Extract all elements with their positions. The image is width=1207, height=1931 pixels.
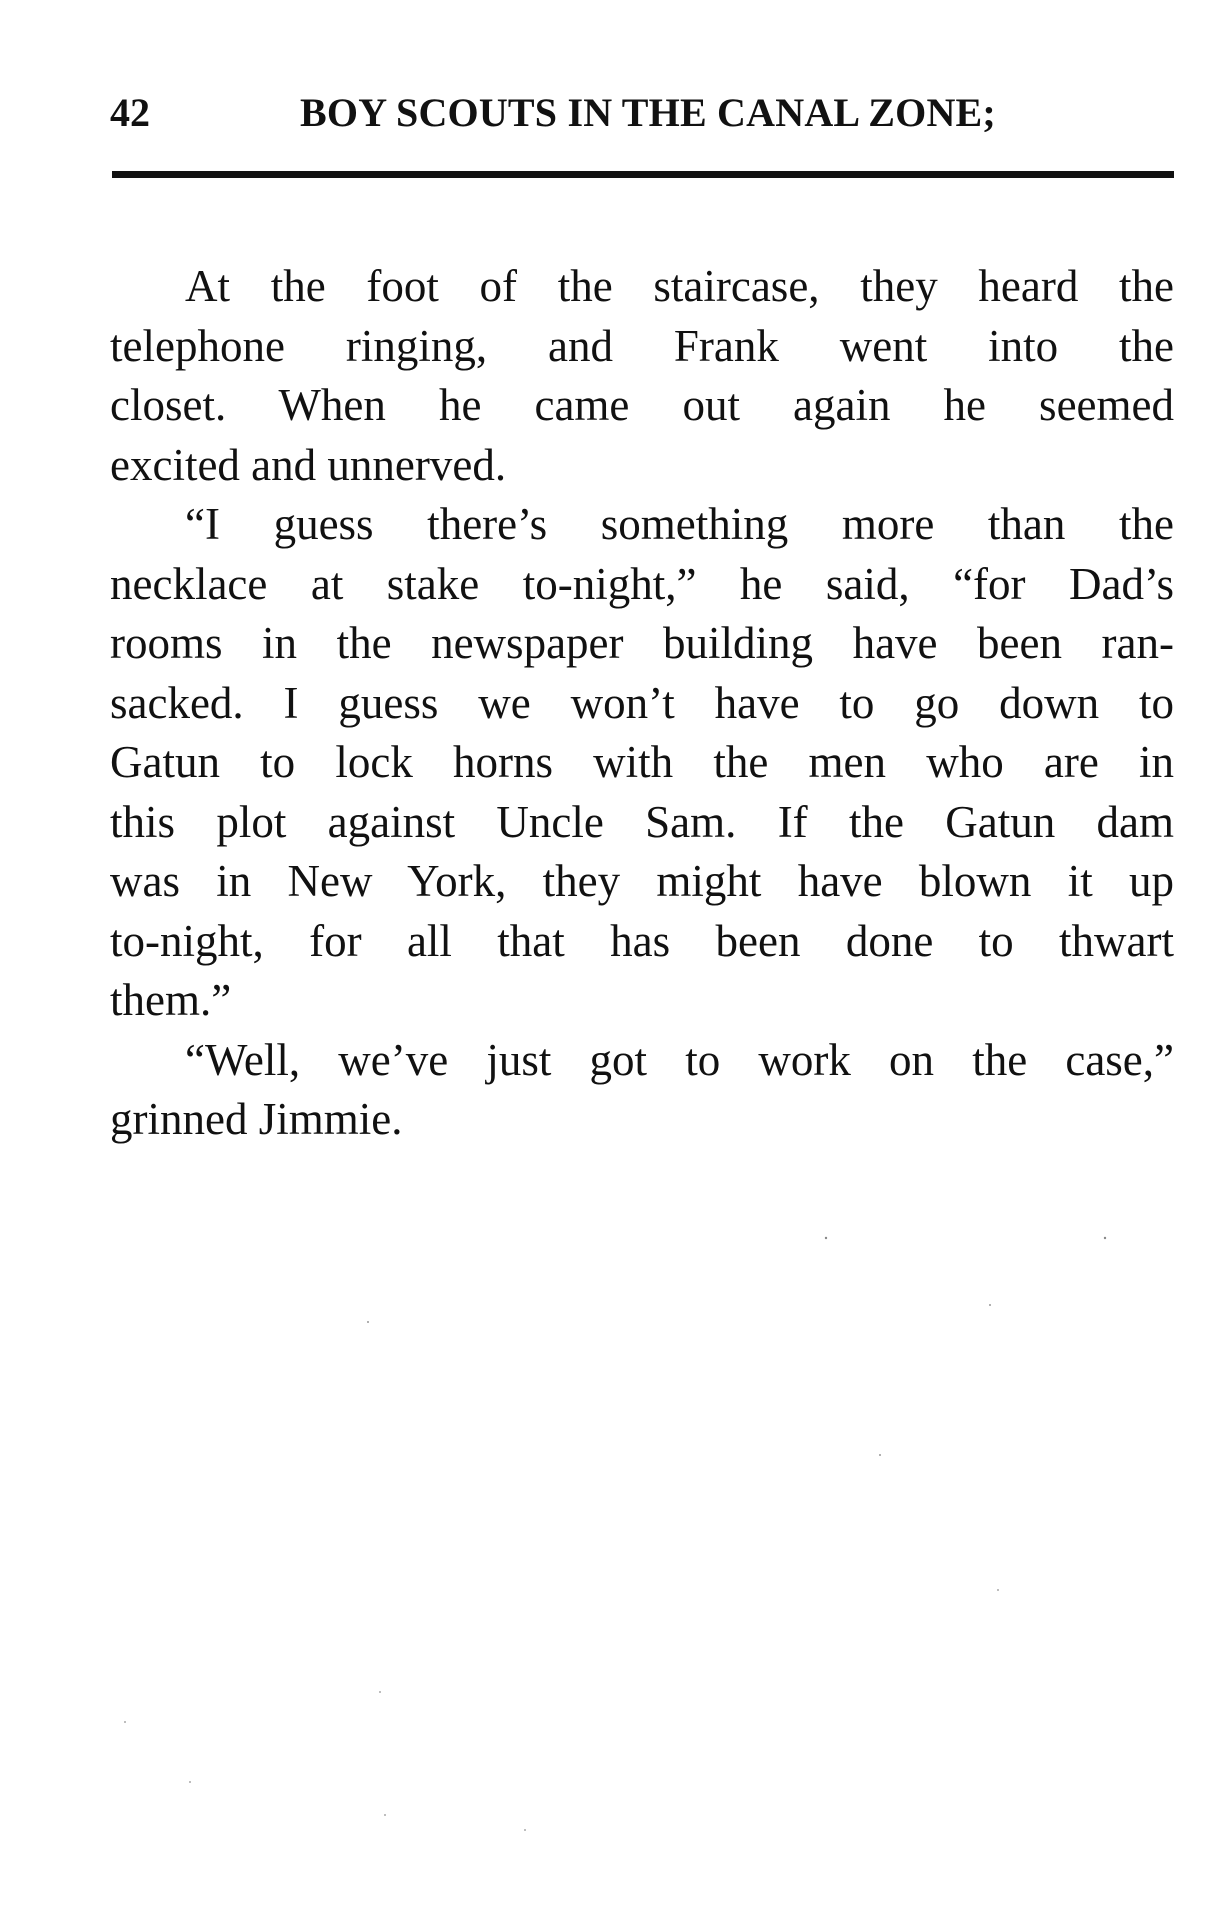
running-title: BOY SCOUTS IN THE CANAL ZONE; (300, 90, 996, 135)
text-line: them.” (110, 975, 232, 1025)
text-line: excited and unnerved. (110, 439, 507, 490)
header-rule (112, 171, 1174, 178)
text-line: “I guess there’s something more than the (185, 499, 1174, 549)
text-line: to-night, for all that has been done to thwart (110, 915, 1174, 966)
page-number: 42 (110, 90, 150, 135)
body-text (110, 257, 1174, 1150)
text-line: closet. When he came out again he seemed (110, 380, 1174, 430)
text-line: rooms in the newspaper building have been ran- (110, 618, 1174, 668)
text-line: was in New York, they might have blown it up (110, 856, 1174, 906)
text-line: “Well, we’ve just got to work on the case,” (185, 1034, 1174, 1085)
running-head (110, 88, 1175, 148)
text-line: Gatun to lock horns with the men who are in (110, 737, 1174, 787)
text-line: grinned Jimmie. (110, 1094, 403, 1144)
text-line: necklace at stake to-night,” he said, “for Dad’s (110, 558, 1174, 609)
text-line: telephone ringing, and Frank went into the (110, 320, 1174, 371)
text-line: this plot against Uncle Sam. If the Gatun dam (110, 796, 1174, 847)
text-line: At the foot of the staircase, they heard the (185, 261, 1174, 311)
text-line: sacked. I guess we won’t have to go down to (110, 677, 1174, 728)
